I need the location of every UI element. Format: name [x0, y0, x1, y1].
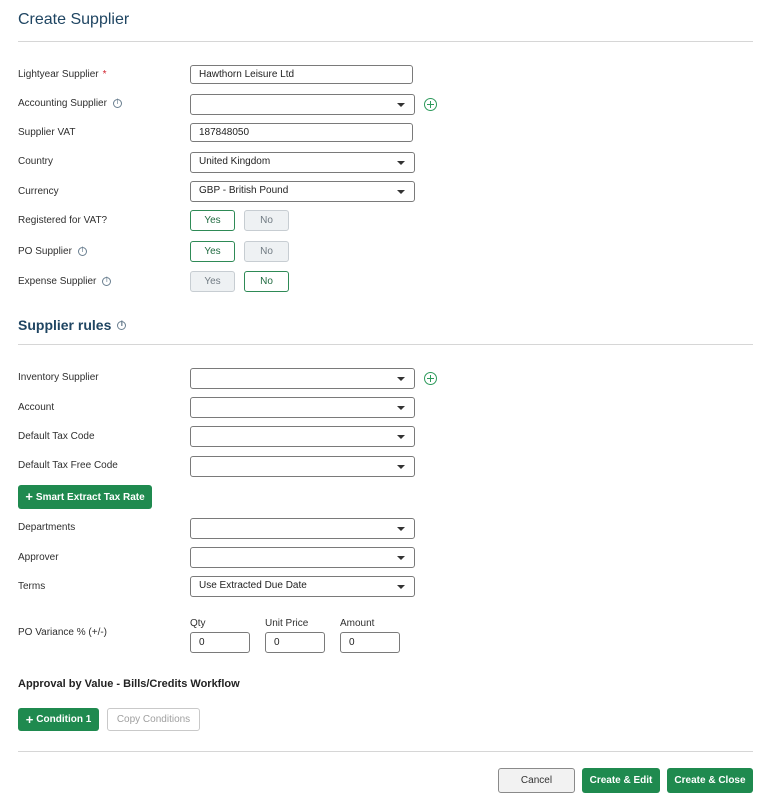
- cancel-button[interactable]: Cancel: [498, 768, 575, 793]
- lightyear-supplier-label-text: Lightyear Supplier: [18, 69, 99, 80]
- country-select[interactable]: [190, 152, 415, 173]
- accounting-supplier-select[interactable]: [190, 94, 415, 115]
- default-tax-code-label: Default Tax Code: [18, 431, 95, 442]
- inventory-supplier-select[interactable]: [190, 368, 415, 389]
- account-label: Account: [18, 402, 55, 413]
- chevron-down-icon: [397, 556, 405, 560]
- currency-value: GBP - British Pound: [199, 185, 289, 196]
- supplier-rules-heading: [18, 317, 126, 333]
- info-icon[interactable]: [113, 99, 122, 108]
- amount-label: Amount: [340, 618, 375, 629]
- chevron-down-icon: [397, 377, 405, 381]
- chevron-down-icon: [397, 465, 405, 469]
- add-accounting-supplier-icon[interactable]: [424, 98, 437, 111]
- accounting-supplier-label-text: Accounting Supplier: [18, 98, 107, 109]
- amount-input[interactable]: 0: [340, 632, 400, 653]
- chevron-down-icon: [397, 527, 405, 531]
- terms-value: Use Extracted Due Date: [199, 580, 307, 591]
- info-icon[interactable]: [78, 247, 87, 256]
- create-edit-button[interactable]: Create & Edit: [582, 768, 660, 793]
- divider: [18, 344, 753, 345]
- supplier-vat-label: Supplier VAT: [18, 127, 76, 138]
- chevron-down-icon: [397, 103, 405, 107]
- plus-icon: +: [25, 489, 33, 504]
- currency-select[interactable]: [190, 181, 415, 202]
- qty-input[interactable]: 0: [190, 632, 250, 653]
- terms-label: Terms: [18, 581, 46, 592]
- smart-extract-tax-rate-button[interactable]: [18, 485, 152, 509]
- supplier-vat-input[interactable]: 187848050: [190, 123, 413, 142]
- registered-vat-yes-toggle[interactable]: Yes: [190, 210, 235, 231]
- chevron-down-icon: [397, 406, 405, 410]
- inventory-supplier-label: Inventory Supplier: [18, 372, 99, 383]
- required-marker: *: [102, 69, 107, 80]
- departments-label: Departments: [18, 522, 76, 533]
- approver-select[interactable]: [190, 547, 415, 568]
- country-value: United Kingdom: [199, 156, 271, 167]
- po-supplier-label: [18, 246, 87, 257]
- expense-supplier-label-text: Expense Supplier: [18, 276, 97, 287]
- lightyear-supplier-label: [18, 69, 107, 80]
- smart-extract-label: Smart Extract Tax Rate: [35, 491, 145, 503]
- add-inventory-supplier-icon[interactable]: [424, 372, 437, 385]
- unit-price-input[interactable]: 0: [265, 632, 325, 653]
- info-icon[interactable]: [117, 321, 126, 330]
- footer-divider: [18, 751, 753, 752]
- po-supplier-no-toggle[interactable]: No: [244, 241, 289, 262]
- unit-price-label: Unit Price: [265, 618, 309, 629]
- po-variance-label: PO Variance % (+/-): [18, 627, 108, 638]
- create-close-button[interactable]: Create & Close: [667, 768, 753, 793]
- approver-label: Approver: [18, 552, 59, 563]
- lightyear-supplier-input[interactable]: Hawthorn Leisure Ltd: [190, 65, 413, 84]
- chevron-down-icon: [397, 190, 405, 194]
- info-icon[interactable]: [102, 277, 111, 286]
- expense-supplier-yes-toggle[interactable]: Yes: [190, 271, 235, 292]
- copy-conditions-button[interactable]: Copy Conditions: [107, 708, 200, 731]
- po-supplier-yes-toggle[interactable]: Yes: [190, 241, 235, 262]
- default-tax-free-code-label: Default Tax Free Code: [18, 460, 118, 471]
- expense-supplier-no-toggle[interactable]: No: [244, 271, 289, 292]
- plus-icon: +: [25, 711, 34, 727]
- condition-1-label: Condition 1: [36, 714, 92, 725]
- chevron-down-icon: [397, 585, 405, 589]
- country-label: Country: [18, 156, 54, 167]
- currency-label: Currency: [18, 186, 59, 197]
- registered-vat-label: Registered for VAT?: [18, 215, 108, 226]
- qty-label: Qty: [190, 618, 206, 629]
- condition-1-button[interactable]: [18, 708, 99, 731]
- departments-select[interactable]: [190, 518, 415, 539]
- po-supplier-label-text: PO Supplier: [18, 246, 72, 257]
- registered-vat-no-toggle[interactable]: No: [244, 210, 289, 231]
- chevron-down-icon: [397, 161, 405, 165]
- accounting-supplier-label: [18, 98, 122, 109]
- terms-select[interactable]: [190, 576, 415, 597]
- supplier-rules-title: Supplier rules: [18, 317, 112, 333]
- page-title: Create Supplier: [18, 11, 130, 28]
- divider: [18, 41, 753, 42]
- account-select[interactable]: [190, 397, 415, 418]
- expense-supplier-label: [18, 276, 111, 287]
- approval-heading: Approval by Value - Bills/Credits Workflow: [18, 678, 240, 690]
- chevron-down-icon: [397, 435, 405, 439]
- default-tax-free-code-select[interactable]: [190, 456, 415, 477]
- default-tax-code-select[interactable]: [190, 426, 415, 447]
